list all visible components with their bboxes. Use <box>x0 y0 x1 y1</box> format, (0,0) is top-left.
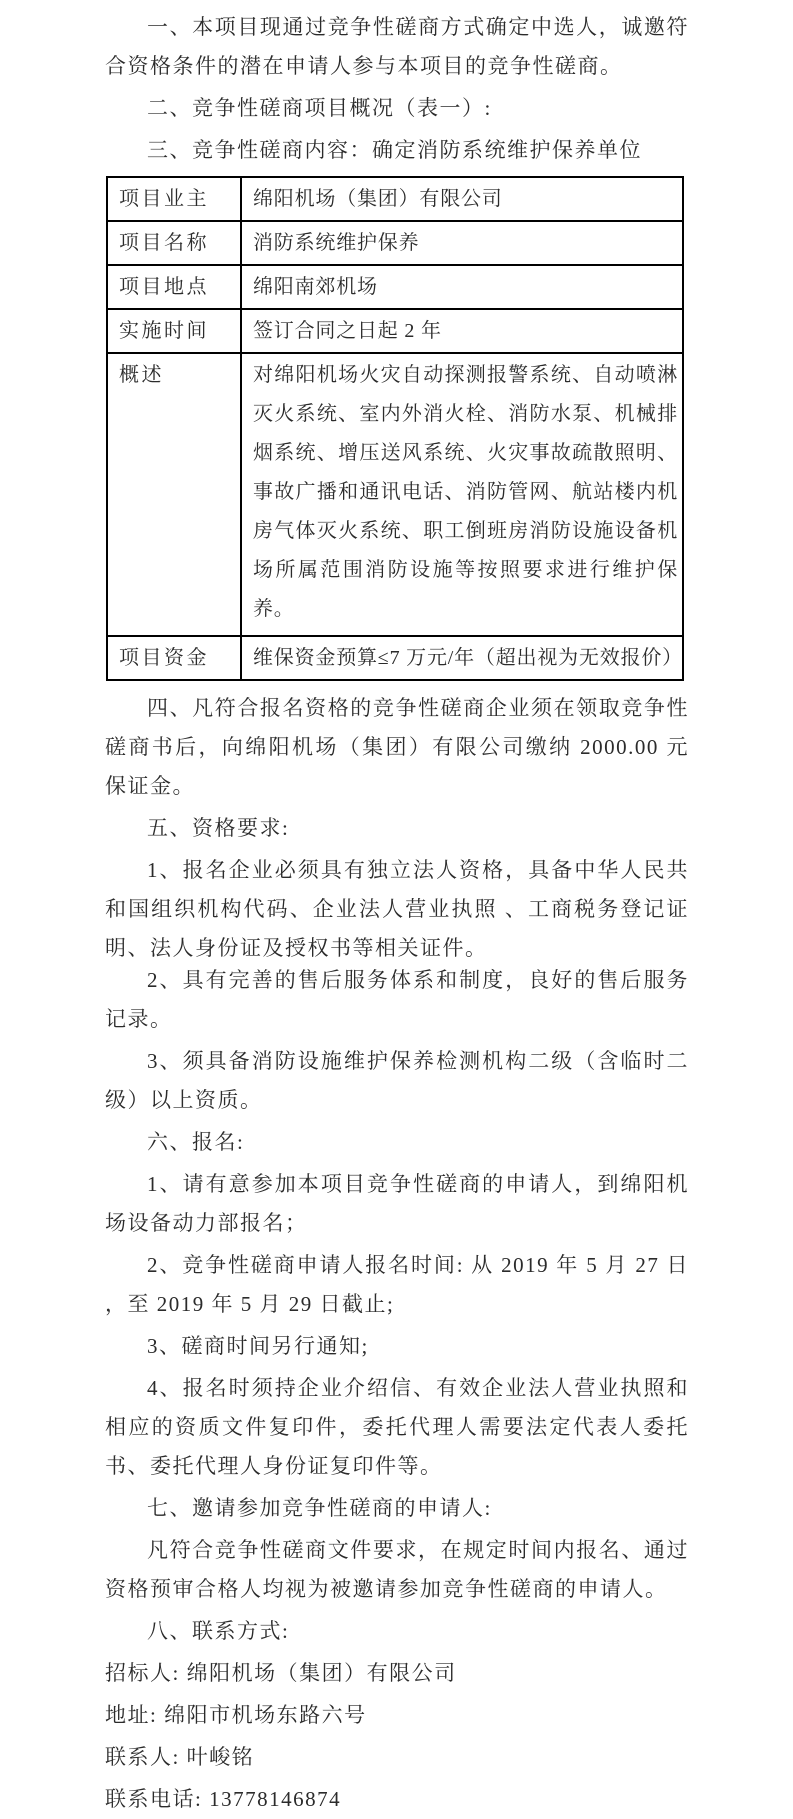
para-section-7-body: 凡符合竞争性磋商文件要求，在规定时间内报名、通过资格预审合格人均视为被邀请参加竞争性磋商的申请人。 <box>105 1538 689 1601</box>
table-row <box>107 353 683 636</box>
row-label-owner: 项目业主 <box>107 177 241 221</box>
para-section-8-heading: 八、联系方式: <box>147 1619 290 1643</box>
para-section-6-item-3: 3、磋商时间另行通知; <box>147 1334 369 1358</box>
table-row <box>107 309 683 353</box>
contact-address: 地址: 绵阳市机场东路六号 <box>105 1703 367 1727</box>
row-label-name: 项目名称 <box>107 221 241 265</box>
para-section-6-item-4: 4、报名时须持企业介绍信、有效企业法人营业执照和相应的资质文件复印件，委托代理人需要法定代表人委托书、委托代理人身份证复印件等。 <box>105 1376 689 1478</box>
table-row <box>107 221 683 265</box>
row-value-owner: 绵阳机场（集团）有限公司 <box>241 177 683 221</box>
para-section-6-item-1: 1、请有意参加本项目竞争性磋商的申请人，到绵阳机场设备动力部报名； <box>105 1172 689 1235</box>
row-value-summary: 对绵阳机场火灾自动探测报警系统、自动喷淋灭火系统、室内外消火栓、消防水泵、机械排烟系统、增压送风系统、火灾事故疏散照明、事故广播和通讯电话、消防管网、航站楼内机房气体灭火系统、职工倒班房消防设施设备机场所属范围消防设施等按照要求进行维护保养。 <box>241 353 683 636</box>
row-label-funding: 项目资金 <box>107 636 241 680</box>
project-overview-table <box>106 176 684 681</box>
contact-person: 联系人: 叶峻铭 <box>105 1745 255 1769</box>
para-section-3: 三、竞争性磋商内容：确定消防系统维护保养单位 <box>147 138 642 162</box>
row-label-duration: 实施时间 <box>107 309 241 353</box>
para-section-5-item-2: 2、具有完善的售后服务体系和制度，良好的售后服务记录。 <box>105 968 689 1031</box>
para-section-2: 二、竞争性磋商项目概况（表一）: <box>147 96 492 120</box>
para-section-6-heading: 六、报名: <box>147 1130 245 1154</box>
para-section-5-item-1: 1、报名企业必须具有独立法人资格，具备中华人民共和国组织机构代码、企业法人营业执照 、工商税务登记证明、法人身份证及授权书等相关证件。 <box>105 858 689 960</box>
row-value-duration: 签订合同之日起 2 年 <box>241 309 683 353</box>
row-label-summary: 概述 <box>107 353 241 636</box>
para-section-6-item-2: 2、竞争性磋商申请人报名时间: 从 2019 年 5 月 27 日 ，至 2019 年 5 月 29 日截止; <box>105 1253 689 1316</box>
para-section-5-item-3: 3、须具备消防设施维护保养检测机构二级（含临时二级）以上资质。 <box>105 1049 689 1112</box>
row-value-funding: 维保资金预算≤7 万元/年（超出视为无效报价） <box>241 636 683 680</box>
para-section-4: 四、凡符合报名资格的竞争性磋商企业须在领取竞争性磋商书后，向绵阳机场（集团）有限公司缴纳 2000.00 元保证金。 <box>105 696 689 798</box>
row-value-location: 绵阳南郊机场 <box>241 265 683 309</box>
table-row <box>107 636 683 680</box>
para-section-7-heading: 七、邀请参加竞争性磋商的申请人: <box>147 1496 492 1520</box>
table-row <box>107 265 683 309</box>
para-section-1: 一、本项目现通过竞争性磋商方式确定中选人，诚邀符合资格条件的潜在申请人参与本项目的竞争性磋商。 <box>105 15 689 78</box>
contact-bidder: 招标人: 绵阳机场（集团）有限公司 <box>105 1661 457 1685</box>
table-row <box>107 177 683 221</box>
row-label-location: 项目地点 <box>107 265 241 309</box>
para-section-5-heading: 五、资格要求: <box>147 816 290 840</box>
contact-phone: 联系电话: 13778146874 <box>105 1787 342 1811</box>
row-value-name: 消防系统维护保养 <box>241 221 683 265</box>
